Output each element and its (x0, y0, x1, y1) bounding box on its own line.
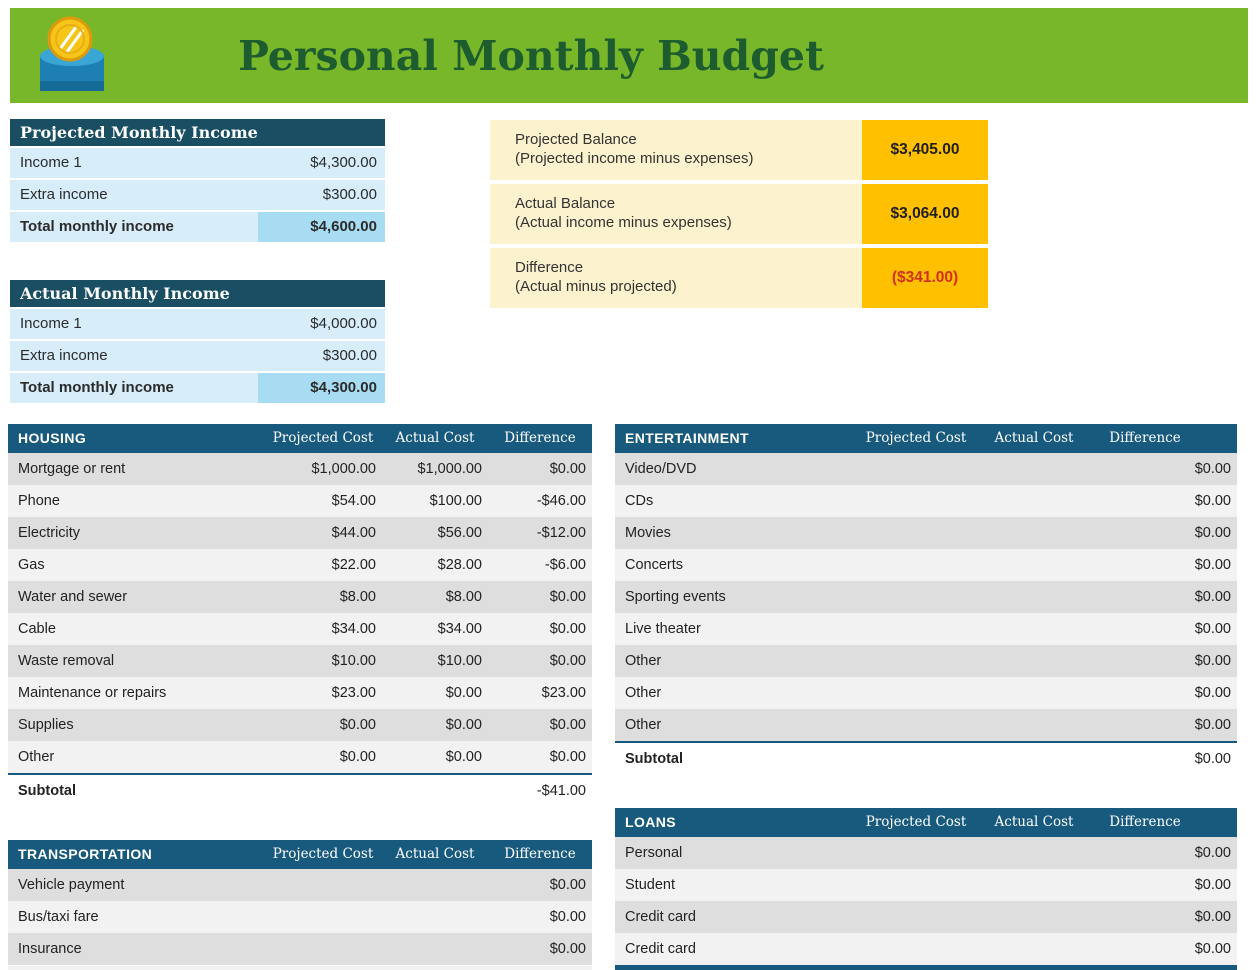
row-value-cell[interactable]: -$46.00 (536, 493, 586, 509)
row-value-cell[interactable]: $0.00 (1194, 557, 1231, 573)
table-row (615, 933, 1237, 965)
column-header-difference: Difference (1109, 430, 1181, 446)
subtotal-value-cell[interactable] (857, 743, 975, 773)
summary-subtitle: (Actual income minus expenses) (515, 214, 732, 231)
page-title: Personal Monthly Budget (238, 31, 824, 80)
row-value-cell[interactable]: $8.00 (339, 589, 376, 605)
table-title: HOUSING (18, 430, 87, 446)
row-value-cell[interactable] (857, 677, 975, 709)
summary-subtitle: (Projected income minus expenses) (515, 150, 754, 167)
row-value-cell[interactable]: $0.00 (549, 909, 586, 925)
table-row (615, 485, 1237, 517)
row-label-cell[interactable]: Other (18, 749, 55, 765)
row-label-cell[interactable]: Vehicle payment (18, 877, 125, 893)
summary-title: Difference (515, 259, 584, 276)
income-label-cell[interactable]: Extra income (20, 347, 108, 364)
table-title: ENTERTAINMENT (625, 430, 749, 446)
row-value-cell[interactable]: $0.00 (1194, 941, 1231, 957)
income-value-cell[interactable]: $4,300.00 (310, 154, 377, 171)
row-value-cell[interactable] (857, 709, 975, 741)
table-row (615, 677, 1237, 709)
row-value-cell[interactable] (264, 869, 382, 901)
subtotal-value-cell[interactable] (975, 743, 1093, 773)
table-row (615, 709, 1237, 741)
table-header-row (615, 424, 1237, 453)
table-title: LOANS (625, 814, 676, 830)
summary-value-cell[interactable]: $3,405.00 (862, 120, 988, 180)
row-value-cell[interactable]: $56.00 (437, 525, 482, 541)
housing-table (8, 424, 592, 805)
row-label-cell[interactable]: Other (625, 717, 662, 733)
row-value-cell[interactable]: $0.00 (549, 749, 586, 765)
table-row (8, 645, 592, 677)
income-value-cell[interactable]: $300.00 (322, 347, 377, 364)
summary-subtitle: (Actual minus projected) (515, 278, 677, 295)
row-value-cell[interactable]: $10.00 (437, 653, 482, 669)
table-row (615, 581, 1237, 613)
row-value-cell[interactable] (975, 517, 1093, 549)
summary-value-cell[interactable]: $3,064.00 (862, 184, 988, 244)
row-value-cell[interactable]: $100.00 (429, 493, 482, 509)
table-row (8, 901, 592, 933)
row-value-cell[interactable] (264, 933, 382, 965)
row-label-cell[interactable]: Personal (625, 845, 683, 861)
transportation-next-row-sliver (8, 966, 592, 970)
row-value-cell[interactable]: $0.00 (445, 749, 482, 765)
row-label-cell[interactable]: Concerts (625, 557, 684, 573)
row-value-cell[interactable]: $0.00 (445, 717, 482, 733)
row-value-cell[interactable] (975, 485, 1093, 517)
table-row (8, 933, 592, 965)
summary-value-cell[interactable]: ($341.00) (862, 248, 988, 308)
row-value-cell[interactable]: $0.00 (1194, 653, 1231, 669)
income-label-cell[interactable]: Extra income (20, 186, 108, 203)
row-value-cell[interactable] (975, 677, 1093, 709)
column-header-difference: Difference (1109, 814, 1181, 830)
income-label-cell[interactable]: Income 1 (20, 154, 82, 171)
row-label-cell[interactable]: Bus/taxi fare (18, 909, 99, 925)
row-value-cell[interactable]: $0.00 (1194, 589, 1231, 605)
table-row (615, 645, 1237, 677)
table-row (8, 485, 592, 517)
row-value-cell[interactable]: $0.00 (1194, 717, 1231, 733)
row-value-cell[interactable]: $0.00 (1194, 909, 1231, 925)
row-value-cell[interactable]: $0.00 (1194, 877, 1231, 893)
column-header-difference: Difference (504, 846, 576, 862)
income-total-row (10, 212, 385, 244)
table-row (8, 869, 592, 901)
column-header-actual-cost: Actual Cost (994, 814, 1074, 830)
row-value-cell[interactable] (857, 453, 975, 485)
row-label-cell[interactable]: Credit card (625, 941, 696, 957)
table-row (615, 517, 1237, 549)
table-row (10, 148, 385, 180)
row-value-cell[interactable]: $0.00 (549, 877, 586, 893)
row-value-cell[interactable] (857, 933, 975, 965)
title-banner (10, 8, 1248, 103)
row-value-cell[interactable]: $28.00 (437, 557, 482, 573)
coin-stack-icon (24, 13, 116, 99)
row-value-cell[interactable]: $8.00 (445, 589, 482, 605)
row-value-cell[interactable] (975, 549, 1093, 581)
summary-row-difference (490, 248, 988, 308)
summary-label-cell[interactable] (490, 184, 862, 244)
row-label-cell[interactable]: Movies (625, 525, 671, 541)
row-value-cell[interactable] (975, 581, 1093, 613)
subtotal-value-cell[interactable]: -$41.00 (536, 783, 586, 799)
table-row (615, 453, 1237, 485)
row-label-cell[interactable]: Phone (18, 493, 60, 509)
row-label-cell[interactable]: Insurance (18, 941, 82, 957)
row-label-cell[interactable]: Other (625, 685, 662, 701)
income-total-label-cell[interactable]: Total monthly income (20, 218, 174, 235)
row-value-cell[interactable]: $34.00 (437, 621, 482, 637)
row-value-cell[interactable] (975, 453, 1093, 485)
row-label-cell[interactable]: Other (625, 653, 662, 669)
projected-income-title: Projected Monthly Income (10, 119, 385, 148)
row-value-cell[interactable] (975, 837, 1093, 869)
table-row (8, 581, 592, 613)
row-label-cell[interactable]: Supplies (18, 717, 74, 733)
income-value-cell[interactable]: $4,000.00 (310, 315, 377, 332)
column-header-difference: Difference (504, 430, 576, 446)
row-label-cell[interactable]: Video/DVD (625, 461, 697, 477)
summary-label-cell[interactable] (490, 120, 862, 180)
table-row (8, 517, 592, 549)
row-label-cell[interactable]: Water and sewer (18, 589, 128, 605)
row-value-cell[interactable] (975, 613, 1093, 645)
row-value-cell[interactable]: $0.00 (1194, 493, 1231, 509)
subtotal-label-cell[interactable]: Subtotal (625, 751, 683, 767)
table-row (10, 341, 385, 373)
actual-income-table (10, 280, 385, 405)
summary-row-projected-balance (490, 120, 988, 180)
table-row (8, 613, 592, 645)
summary-title: Projected Balance (515, 131, 637, 148)
table-row (8, 453, 592, 485)
summary-title: Actual Balance (515, 195, 616, 212)
row-value-cell[interactable] (382, 933, 488, 965)
table-row (8, 549, 592, 581)
summary-row-actual-balance (490, 184, 988, 244)
table-title: TRANSPORTATION (18, 846, 153, 862)
row-value-cell[interactable]: $0.00 (339, 717, 376, 733)
subtotal-value-cell[interactable] (382, 775, 488, 805)
row-value-cell[interactable]: $34.00 (331, 621, 376, 637)
row-value-cell[interactable] (382, 869, 488, 901)
entertainment-table (615, 424, 1237, 773)
income-total-label-cell[interactable]: Total monthly income (20, 379, 174, 396)
table-row (8, 741, 592, 773)
column-header-projected-cost: Projected Cost (865, 814, 967, 830)
loans-table (615, 808, 1237, 965)
row-value-cell[interactable] (975, 645, 1093, 677)
row-value-cell[interactable]: $23.00 (331, 685, 376, 701)
income-value-cell[interactable]: $300.00 (322, 186, 377, 203)
row-value-cell[interactable] (975, 869, 1093, 901)
row-value-cell[interactable]: -$12.00 (536, 525, 586, 541)
table-row (8, 677, 592, 709)
row-value-cell[interactable]: $0.00 (1194, 685, 1231, 701)
table-row (615, 549, 1237, 581)
row-value-cell[interactable] (857, 645, 975, 677)
row-value-cell[interactable]: $1,000.00 (417, 461, 482, 477)
row-label-cell[interactable]: Credit card (625, 909, 696, 925)
table-row (615, 869, 1237, 901)
row-value-cell[interactable]: $0.00 (549, 461, 586, 477)
row-value-cell[interactable]: $0.00 (549, 621, 586, 637)
summary-label-cell[interactable] (490, 248, 862, 308)
row-value-cell[interactable] (857, 517, 975, 549)
row-value-cell[interactable] (857, 901, 975, 933)
table-row (615, 837, 1237, 869)
income-total-row (10, 373, 385, 405)
table-header-row (8, 840, 592, 869)
row-value-cell[interactable]: $0.00 (549, 589, 586, 605)
actual-income-title: Actual Monthly Income (10, 280, 385, 309)
row-value-cell[interactable]: $0.00 (339, 749, 376, 765)
row-label-cell[interactable]: Electricity (18, 525, 81, 541)
row-value-cell[interactable]: $23.00 (541, 685, 586, 701)
row-value-cell[interactable]: $0.00 (1194, 845, 1231, 861)
row-label-cell[interactable]: Maintenance or repairs (18, 685, 167, 701)
row-value-cell[interactable] (975, 933, 1093, 965)
row-value-cell[interactable] (857, 485, 975, 517)
row-label-cell[interactable]: Cable (18, 621, 56, 637)
table-row (615, 901, 1237, 933)
row-value-cell[interactable]: $0.00 (1194, 621, 1231, 637)
table-row (615, 613, 1237, 645)
row-value-cell[interactable]: $54.00 (331, 493, 376, 509)
column-header-projected-cost: Projected Cost (272, 430, 374, 446)
row-value-cell[interactable] (975, 901, 1093, 933)
row-value-cell[interactable]: $44.00 (331, 525, 376, 541)
row-value-cell[interactable]: -$6.00 (544, 557, 586, 573)
column-header-actual-cost: Actual Cost (395, 430, 475, 446)
row-label-cell[interactable]: Gas (18, 557, 45, 573)
row-value-cell[interactable] (857, 869, 975, 901)
column-header-projected-cost: Projected Cost (865, 430, 967, 446)
row-value-cell[interactable]: $1,000.00 (311, 461, 376, 477)
row-label-cell[interactable]: Student (625, 877, 675, 893)
row-label-cell[interactable]: Waste removal (18, 653, 115, 669)
loans-subtotal-border-sliver (615, 965, 1237, 970)
row-value-cell[interactable] (382, 901, 488, 933)
row-value-cell[interactable] (857, 549, 975, 581)
income-label-cell[interactable]: Income 1 (20, 315, 82, 332)
balance-summary (490, 120, 988, 312)
subtotal-row (615, 741, 1237, 773)
income-total-value-cell[interactable]: $4,300.00 (258, 373, 385, 403)
row-value-cell[interactable]: $0.00 (1194, 461, 1231, 477)
subtotal-value-cell[interactable] (264, 775, 382, 805)
table-row (10, 309, 385, 341)
row-value-cell[interactable] (857, 581, 975, 613)
subtotal-label-cell[interactable]: Subtotal (18, 783, 76, 799)
row-value-cell[interactable] (857, 613, 975, 645)
row-label-cell[interactable]: Mortgage or rent (18, 461, 126, 477)
projected-income-table (10, 119, 385, 244)
row-value-cell[interactable]: $22.00 (331, 557, 376, 573)
row-value-cell[interactable]: $0.00 (1194, 525, 1231, 541)
table-header-row (615, 808, 1237, 837)
subtotal-row (8, 773, 592, 805)
transportation-table (8, 840, 592, 965)
table-row (8, 709, 592, 741)
subtotal-value-cell[interactable]: $0.00 (1194, 751, 1231, 767)
column-header-actual-cost: Actual Cost (994, 430, 1074, 446)
column-header-projected-cost: Projected Cost (272, 846, 374, 862)
table-row (10, 180, 385, 212)
row-value-cell[interactable] (975, 709, 1093, 741)
row-value-cell[interactable]: $0.00 (549, 717, 586, 733)
row-value-cell[interactable]: $0.00 (445, 685, 482, 701)
column-header-actual-cost: Actual Cost (395, 846, 475, 862)
row-value-cell[interactable] (264, 901, 382, 933)
row-label-cell[interactable]: Live theater (625, 621, 701, 637)
row-value-cell[interactable]: $0.00 (549, 941, 586, 957)
row-value-cell[interactable]: $10.00 (331, 653, 376, 669)
row-label-cell[interactable]: Sporting events (625, 589, 726, 605)
table-header-row (8, 424, 592, 453)
row-value-cell[interactable]: $0.00 (549, 653, 586, 669)
income-total-value-cell[interactable]: $4,600.00 (258, 212, 385, 242)
row-value-cell[interactable] (857, 837, 975, 869)
row-label-cell[interactable]: CDs (625, 493, 654, 509)
